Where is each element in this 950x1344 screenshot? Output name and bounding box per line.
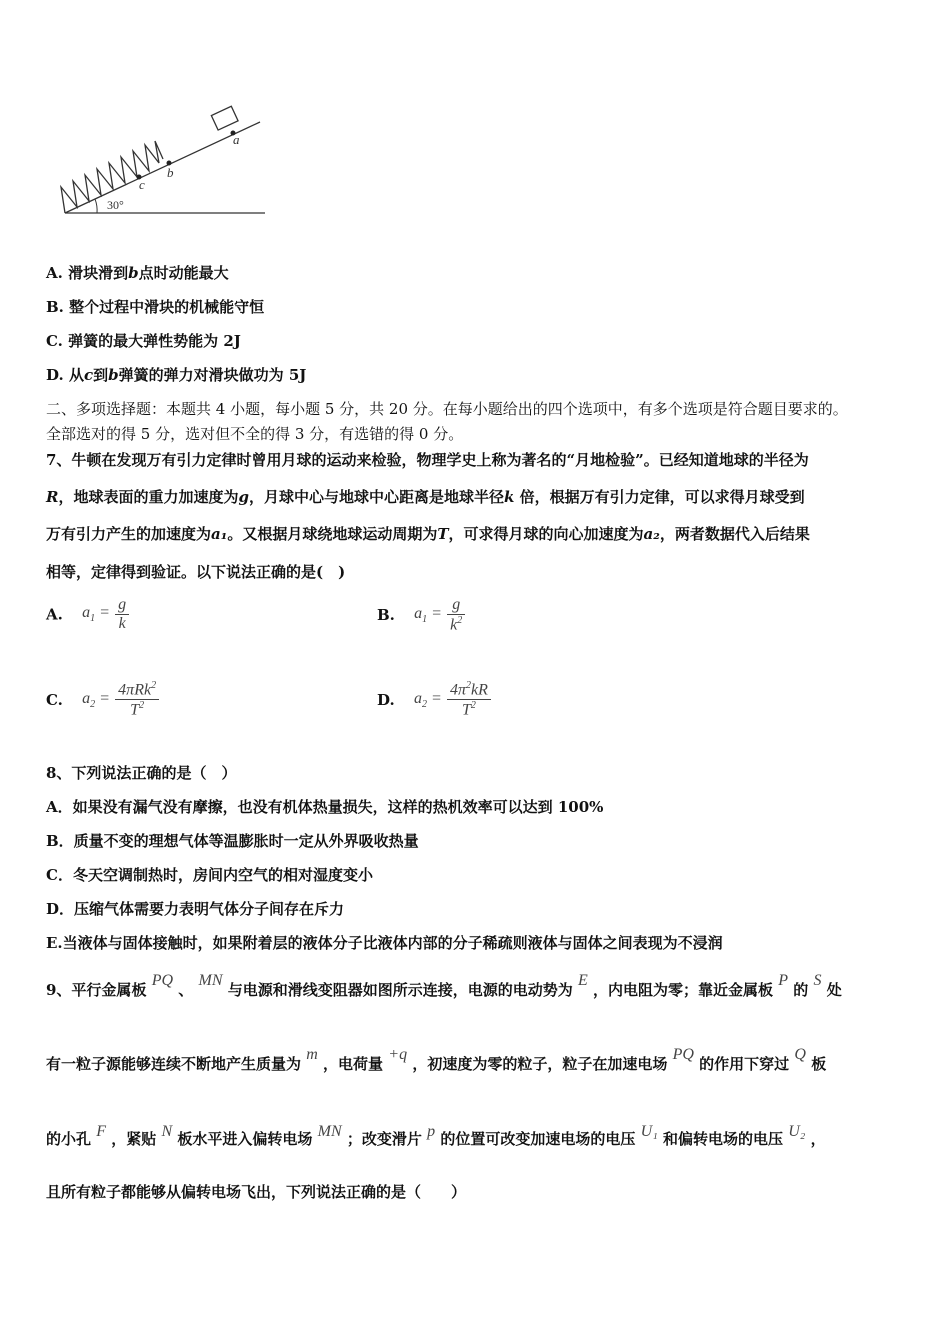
incline-spring-figure xyxy=(55,95,275,220)
label-c: c xyxy=(139,177,145,192)
q9-line-1: 9、平行金属板 PQ 、 MN 与电源和滑线变阻器如图所示连接，电源的电动势为 E ，内电阻为零；靠近金属板 P 的 S 处 xyxy=(46,972,842,999)
q8-option-a: A．如果没有漏气没有摩擦，也没有机体热量损失，这样的热机效率可以达到 100% xyxy=(46,798,604,816)
q8-option-b: B．质量不变的理想气体等温膨胀时一定从外界吸收热量 xyxy=(46,832,419,850)
q7-stem-3: 万有引力产生的加速度为a₁。又根据月球绕地球运动周期为T，可求得月球的向心加速度为a₂，两者数据代入后结果 xyxy=(46,525,810,543)
q7-stem-4: 相等，定律得到验证。以下说法正确的是( ) xyxy=(46,563,346,581)
angle-label: 30° xyxy=(107,198,124,212)
angle-arc xyxy=(95,199,97,213)
q7-stem-1: 7、牛顿在发现万有引力定律时曾用月球的运动来检验，物理学史上称为著名的“月地检验”。已经知道地球的半径为 xyxy=(46,451,809,469)
q7-option-c: C. $a_2$ = $\frac{4\pi Rk^2}{T^2}$ xyxy=(46,680,159,720)
q9-line-3: 的小孔 F ，紧贴 N 板水平进入偏转电场 MN ；改变滑片 p 的位置可改变加速电场的电压 U₁ 和偏转电场的电压 U₂ ， xyxy=(46,1123,826,1148)
incline-line xyxy=(65,122,260,213)
q8-option-d: D．压缩气体需要力表明气体分子间存在斥力 xyxy=(46,900,345,918)
section2-heading-1: 二、多项选择题：本题共 4 小题，每小题 5 分，共 20 分。在每小题给出的四个选项中，有多个选项是符合题目要求的。 xyxy=(46,400,848,418)
q9-line-4: 且所有粒子都能够从偏转电场飞出，下列说法正确的是（ ） xyxy=(46,1183,467,1201)
q8-option-e: E.当液体与固体接触时，如果附着层的液体分子比液体内部的分子稀疏则液体与固体之间表现为不浸润 xyxy=(46,934,723,952)
q8-stem: 8、下列说法正确的是（ ） xyxy=(46,764,237,782)
label-b: b xyxy=(167,165,174,180)
q7-option-d: D. $a_2$ = $\frac{4\pi^2kR}{T^2}$ xyxy=(377,680,491,720)
q9-line-2: 有一粒子源能够连续不断地产生质量为 m ，电荷量 +q ，初速度为零的粒子，粒子在加速电场 PQ 的作用下穿过 Q 板 xyxy=(46,1046,827,1073)
slider-block xyxy=(211,106,238,130)
q6-option-d: D. 从c到b弹簧的弹力对滑块做功为 5J xyxy=(46,366,307,384)
q7-option-a: A. $a_1$ = $\frac{g}{k}$ xyxy=(46,596,129,633)
q7-option-b: B. $a_1$ = $\frac{g}{k^2}$ xyxy=(377,596,465,634)
section2-heading-2: 全部选对的得 5 分，选对但不全的得 3 分，有选错的得 0 分。 xyxy=(46,425,464,443)
label-a: a xyxy=(233,132,240,147)
q6-option-b: B. 整个过程中滑块的机械能守恒 xyxy=(46,298,265,316)
q7-stem-2: R，地球表面的重力加速度为g，月球中心与地球中心距离是地球半径k 倍，根据万有引力定律，可以求得月球受到 xyxy=(46,488,805,506)
q6-option-a: A. 滑块滑到b点时动能最大 xyxy=(46,264,229,282)
q6-option-c: C. 弹簧的最大弹性势能为 2J xyxy=(46,332,241,350)
q8-option-c: C．冬天空调制热时，房间内空气的相对湿度变小 xyxy=(46,866,373,884)
